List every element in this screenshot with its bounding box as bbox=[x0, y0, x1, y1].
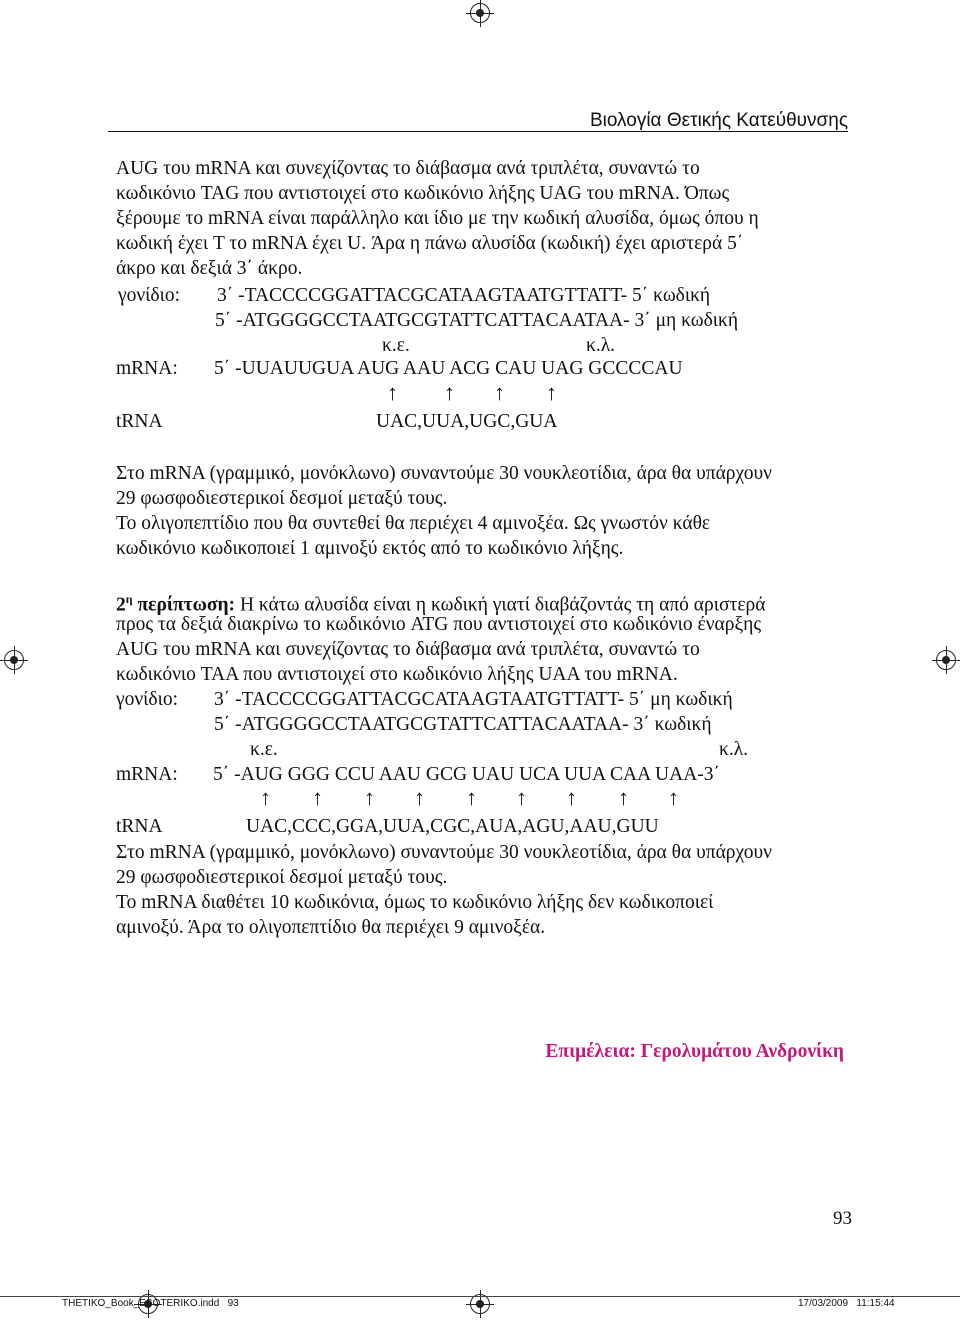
trna-sequence: UAC,UUA,UGC,GUA bbox=[376, 411, 558, 432]
mrna-sequence: 5΄ -UUAUUGUA AUG AAU ACG CAU UAG GCCCCAU bbox=[214, 358, 683, 379]
gene-label: γονίδιο: bbox=[118, 285, 181, 306]
registration-mark-top-icon bbox=[470, 3, 490, 23]
arrow-up-icon: ↑ bbox=[494, 380, 505, 405]
arrow-up-icon: ↑ bbox=[444, 380, 455, 405]
start-codon-marker: κ.ε. bbox=[250, 739, 278, 760]
footer-rule bbox=[0, 1296, 960, 1297]
paragraph-line: AUG του mRNA και συνεχίζοντας το διάβασμα ανά τριπλέτα, συναντώ το bbox=[116, 639, 700, 660]
footer-date: 17/03/2009 11:15:44 bbox=[798, 1298, 895, 1309]
gene-strand-top: 3΄ -TACCCCGGATTACGCATAAGTAATGTTATT- 5΄ κωδική bbox=[217, 285, 711, 306]
case-first-line: Η κάτω αλυσίδα είναι η κωδική γιατί διαβάζοντάς τη από αριστερά bbox=[235, 594, 766, 616]
case-number: 2 bbox=[116, 594, 126, 616]
editor-credit: Επιμέλεια: Γερολυμάτου Ανδρονίκη bbox=[545, 1041, 844, 1062]
arrow-up-icon: ↑ bbox=[466, 785, 477, 810]
paragraph-line: κωδική έχει T το mRNA έχει U. Άρα η πάνω αλυσίδα (κωδική) έχει αριστερά 5΄ bbox=[116, 233, 744, 254]
header-title: Βιολογία Θετικής Κατεύθυνσης bbox=[589, 110, 848, 131]
mrna-sequence: 5΄ -AUG GGG CCU AAU GCG UAU UCA UUA CAA UAA-3΄ bbox=[213, 764, 721, 785]
paragraph-line: ξέρουμε το mRNA είναι παράλληλο και ίδιο με την κωδική αλυσίδα, όμως όπου η bbox=[116, 208, 759, 229]
arrow-up-icon: ↑ bbox=[566, 785, 577, 810]
registration-mark-left-icon bbox=[4, 650, 24, 670]
arrow-up-icon: ↑ bbox=[516, 785, 527, 810]
arrow-up-icon: ↑ bbox=[364, 785, 375, 810]
conclusion-line: κωδικόνιο κωδικοποιεί 1 αμινοξύ εκτός από το κωδικόνιο λήξης. bbox=[116, 538, 624, 559]
paragraph-line: προς τα δεξιά διακρίνω το κωδικόνιο ATG που αντιστοιχεί στο κωδικόνιο έναρξης bbox=[116, 614, 762, 635]
conclusion-line: Στο mRNA (γραμμικό, μονόκλωνο) συναντούμε 30 νουκλεοτίδια, άρα θα υπάρχουν bbox=[116, 463, 772, 484]
conclusion-line: 29 φωσφοδιεστερικοί δεσμοί μεταξύ τους. bbox=[116, 867, 448, 888]
footer-file-name: THETIKO_Book_ESOTERIKO.indd 93 bbox=[62, 1298, 239, 1309]
gene-strand-top: 3΄ -TACCCCGGATTACGCATAAGTAATGTTATT- 5΄ μη κωδική bbox=[214, 689, 733, 710]
conclusion-line: Το ολιγοπεπτίδιο που θα συντεθεί θα περιέχει 4 αμινοξέα. Ως γνωστόν κάθε bbox=[116, 513, 711, 534]
registration-mark-bottom-center-icon bbox=[470, 1294, 490, 1314]
conclusion-line: Στο mRNA (γραμμικό, μονόκλωνο) συναντούμε 30 νουκλεοτίδια, άρα θα υπάρχουν bbox=[116, 842, 772, 863]
gene-label: γονίδιο: bbox=[116, 689, 179, 710]
page-number: 93 bbox=[833, 1208, 852, 1229]
arrow-up-icon: ↑ bbox=[260, 785, 271, 810]
arrow-up-icon: ↑ bbox=[387, 380, 398, 405]
conclusion-line: Το mRNA διαθέτει 10 κωδικόνια, όμως το κωδικόνιο λήξης δεν κωδικοποιεί bbox=[116, 892, 714, 913]
paragraph-line: κωδικόνιο TAG που αντιστοιχεί στο κωδικόνιο λήξης UAG του mRNA. Όπως bbox=[116, 183, 730, 204]
trna-label: tRNA bbox=[116, 816, 163, 837]
mrna-label: mRNA: bbox=[116, 358, 178, 379]
arrow-up-icon: ↑ bbox=[618, 785, 629, 810]
gene-strand-bottom: 5΄ -ATGGGGCCTAATGCGTATTCATTACAATAA- 3΄ κωδική bbox=[214, 714, 712, 735]
stop-codon-marker: κ.λ. bbox=[719, 739, 749, 760]
paragraph-line: άκρο και δεξιά 3΄ άκρο. bbox=[116, 258, 303, 279]
paragraph-line: AUG του mRNA και συνεχίζοντας το διάβασμα ανά τριπλέτα, συναντώ το bbox=[116, 158, 700, 179]
conclusion-line: αμινοξύ. Άρα το ολιγοπεπτίδιο θα περιέχει 9 αμινοξέα. bbox=[116, 917, 546, 938]
arrow-up-icon: ↑ bbox=[546, 380, 557, 405]
conclusion-line: 29 φωσφοδιεστερικοί δεσμοί μεταξύ τους. bbox=[116, 488, 448, 509]
arrow-up-icon: ↑ bbox=[414, 785, 425, 810]
arrow-up-icon: ↑ bbox=[668, 785, 679, 810]
registration-mark-right-icon bbox=[936, 650, 956, 670]
trna-label: tRNA bbox=[116, 411, 163, 432]
gene-strand-bottom: 5΄ -ATGGGGCCTAATGCGTATTCATTACAATAA- 3΄ μη κωδική bbox=[215, 310, 739, 331]
arrow-up-icon: ↑ bbox=[312, 785, 323, 810]
start-codon-marker: κ.ε. bbox=[382, 335, 410, 356]
case-superscript: η bbox=[125, 592, 133, 606]
mrna-label: mRNA: bbox=[116, 764, 178, 785]
trna-sequence: UAC,CCC,GGA,UUA,CGC,AUA,AGU,AAU,GUU bbox=[246, 816, 659, 837]
case-word: περίπτωση: bbox=[137, 594, 236, 616]
stop-codon-marker: κ.λ. bbox=[586, 335, 616, 356]
paragraph-line: κωδικόνιο TAA που αντιστοιχεί στο κωδικόνιο λήξης UAA του mRNA. bbox=[116, 664, 678, 685]
